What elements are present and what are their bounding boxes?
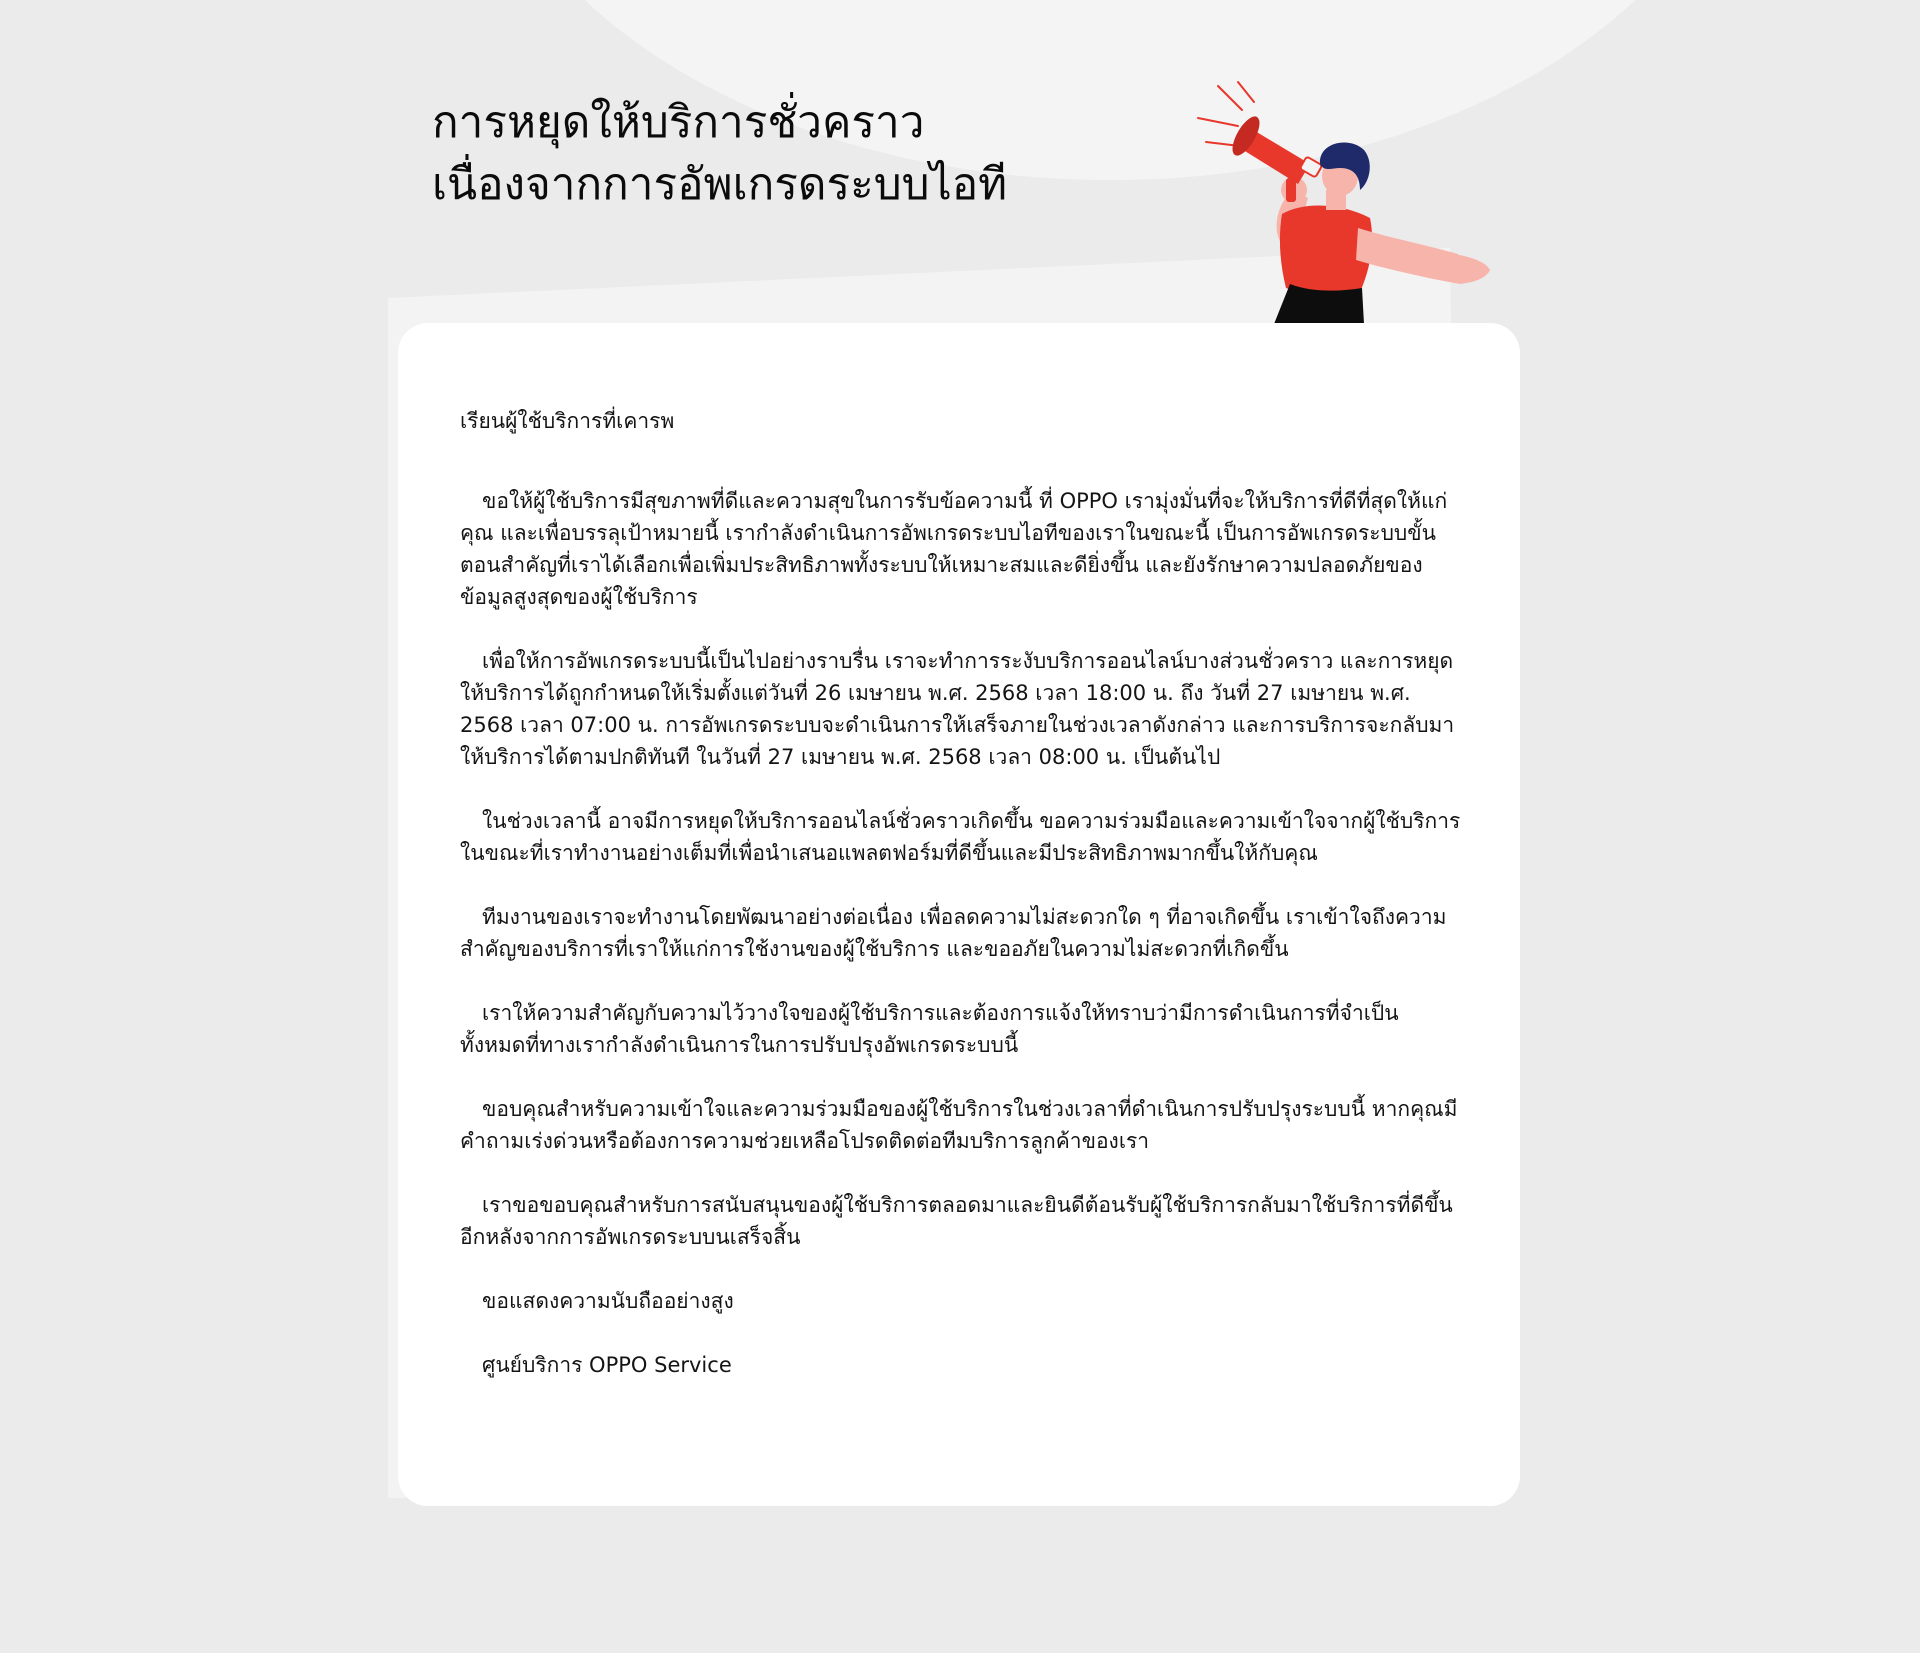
notice-paragraph: เพื่อให้การอัพเกรดระบบนี้เป็นไปอย่างราบรื่น เราจะทำการระงับบริการออนไลน์บางส่วนชั่วคราว และการหยุดให้บริการได้ถูกกำหนดให้เริ่มตั้งแต่วันที่ 26 เมษายน พ.ศ. 2568 เวลา 18:00 น. ถึง วันที่ 27 เมษายน พ.ศ. 2568 เวลา 07:00 น. การอัพเกรดระบบจะดำเนินการให้เสร็จภายในช่วงเวลาดังกล่าว และการบริการจะกลับมาให้บริการได้ตามปกติทันที ในวันที่ 27 เมษายน พ.ศ. 2568 เวลา 08:00 น. เป็นต้นไป xyxy=(460,649,1455,769)
notice-paragraph: ขอบคุณสำหรับความเข้าใจและความร่วมมือของผู้ใช้บริการในช่วงเวลาที่ดำเนินการปรับปรุงระบบนี้ หากคุณมีคำถามเร่งด่วนหรือต้องการความช่วยเหลือโปรดติดต่อทีมบริการลูกค้าของเรา xyxy=(460,1097,1458,1153)
page-title xyxy=(432,92,1192,216)
megaphone-announcer-illustration xyxy=(1190,78,1540,324)
notice-paragraph: ทีมงานของเราจะทำงานโดยพัฒนาอย่างต่อเนื่อง เพื่อลดความไม่สะดวกใด ๆ ที่อาจเกิดขึ้น เราเข้าใจถึงความสำคัญของบริการที่เราให้แก่การใช้งานของผู้ใช้บริการ และขออภัยในความไม่สะดวกที่เกิดขึ้น xyxy=(460,905,1447,961)
greeting: เรียนผู้ใช้บริการที่เคารพ xyxy=(460,409,675,433)
title-line-2: เนื่องจากการอัพเกรดระบบไอที xyxy=(432,159,1008,210)
title-line-1: การหยุดให้บริการชั่วคราว xyxy=(432,97,925,148)
notice-paragraph: ในช่วงเวลานี้ อาจมีการหยุดให้บริการออนไลน์ชั่วคราวเกิดขึ้น ขอความร่วมมือและความเข้าใจจากผู้ใช้บริการ ในขณะที่เราทำงานอย่างเต็มที่เพื่อนำเสนอแพลตฟอร์มที่ดีขึ้นและมีประสิทธิภาพมากขึ้นให้กับคุณ xyxy=(460,809,1461,865)
notice-paragraph: ขอให้ผู้ใช้บริการมีสุขภาพที่ดีและความสุขในการรับข้อความนี้ ที่ OPPO เรามุ่งมั่นที่จะให้บริการที่ดีที่สุดให้แก่คุณ และเพื่อบรรลุเป้าหมายนี้ เรากำลังดำเนินการอัพเกรดระบบไอทีของเราในขณะนี้ เป็นการอัพเกรดระบบขั้นตอนสำคัญที่เราได้เลือกเพื่อเพิ่มประสิทธิภาพทั้งระบบให้เหมาะสมและดียิ่งขึ้น และยังรักษาความปลอดภัยของข้อมูลสูงสุดของผู้ใช้บริการ xyxy=(460,489,1448,609)
megaphone-icon xyxy=(1227,112,1322,202)
notice-paragraph: เราให้ความสำคัญกับความไว้วางใจของผู้ใช้บริการและต้องการแจ้งให้ทราบว่ามีการดำเนินการที่จำเป็นทั้งหมดที่ทางเรากำลังดำเนินการในการปรับปรุงอัพเกรดระบบนี้ xyxy=(460,1001,1399,1057)
signature-line: ศูนย์บริการ OPPO Service xyxy=(482,1353,732,1377)
closing-line: ขอแสดงความนับถืออย่างสูง xyxy=(482,1289,734,1313)
notice-paragraph: เราขอขอบคุณสำหรับการสนับสนุนของผู้ใช้บริการตลอดมาและยินดีต้อนรับผู้ใช้บริการกลับมาใช้บริการที่ดีขึ้นอีกหลังจากการอัพเกรดระบบนเสร็จสิ้น xyxy=(460,1193,1453,1249)
notice-body xyxy=(460,405,1462,1381)
notice-card xyxy=(398,323,1520,1506)
extended-arm xyxy=(1356,228,1460,284)
